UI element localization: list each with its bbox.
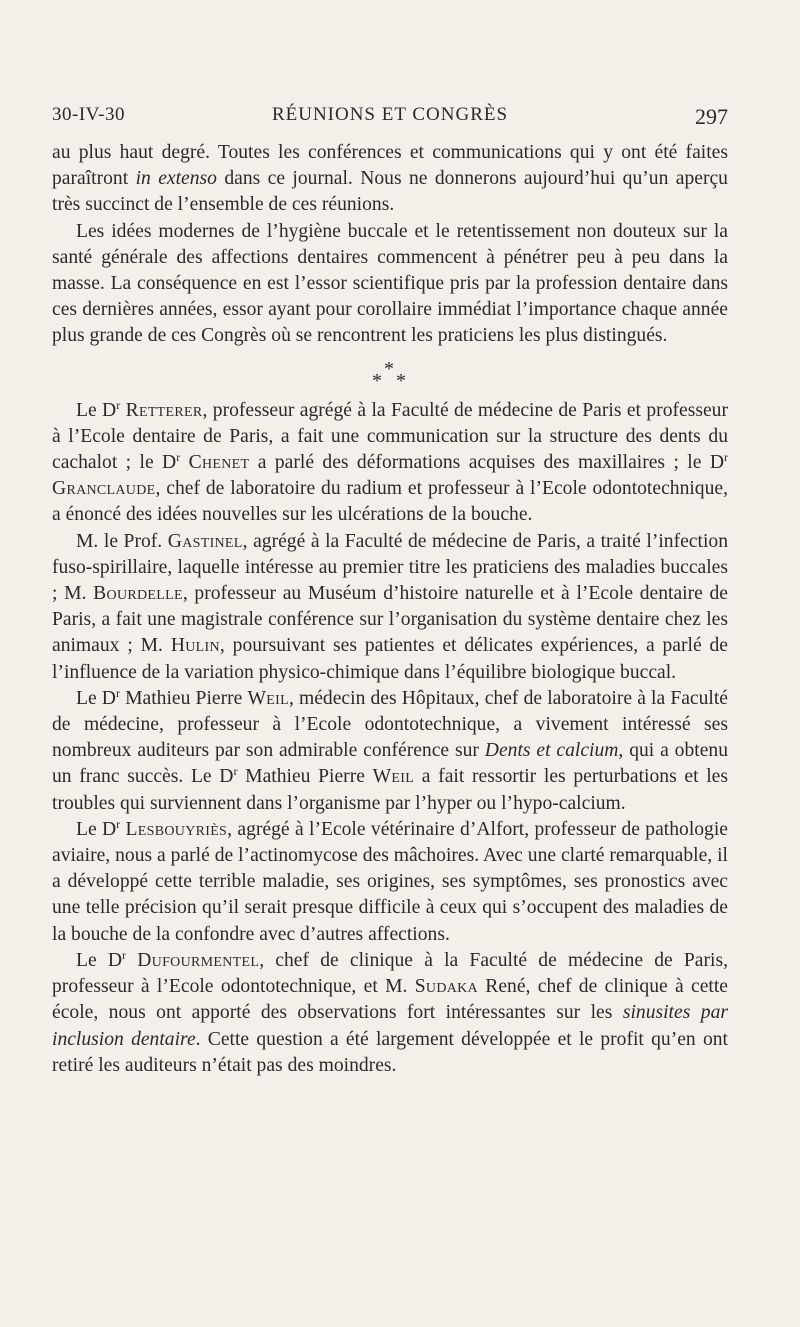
text-run: Le D <box>76 949 123 971</box>
running-header <box>52 104 728 134</box>
text-run: au plus haut degré. Toutes les conférences et communications qui y ont été faites paraîtront <box>52 142 728 190</box>
text-run: M. le Prof. <box>76 530 168 552</box>
person-name: Hulin <box>170 635 220 657</box>
superscript: r <box>724 450 728 465</box>
text-run: Le D <box>76 818 117 840</box>
text-run: , médecin des Hôpitaux, chef de laboratoire à la Faculté de médecine, professeur à l’Ecole odontotechnique, a vivement intéressé ses nombreux auditeurs par son admirable conférence sur <box>52 687 729 762</box>
italic-text: Dents et calcium <box>484 740 619 762</box>
paragraph-lesbouyries <box>52 817 728 948</box>
text-run: . Cette question a été largement développée et le profit qu’en ont retiré les auditeurs n’était pas des moindres. <box>52 1028 728 1076</box>
person-name: Weil <box>372 766 415 788</box>
italic-text: in extenso <box>135 168 217 190</box>
asterisk: * <box>384 357 394 380</box>
text-run: a parlé des déformations acquises des maxillaires ; le D <box>249 452 724 474</box>
text-run: a fait ressortir les perturbations et les troubles qui surviennent dans l’organisme par l’hyper ou l’hypo-calcium. <box>52 766 729 814</box>
text-run: Mathieu Pierre <box>119 687 248 709</box>
paragraph-hygiene: Les idées modernes de l’hygiène buccale et le retentissement non douteux sur la santé générale des affections dentaires commencent à pénétrer peu à peu dans la masse. La conséquence en est l’essor scientifique pris par la profession dentaire dans ces dernières années, essor ayant pour corollaire immédiat l’importance chaque année plus grande de ces Congrès où se rencontrent les praticiens les plus distingués. <box>52 220 728 347</box>
text-run: , chef de laboratoire du radium et professeur à l’Ecole odontotechnique, a énoncé des idées nouvelles sur les ulcérations de la bouche. <box>52 478 728 526</box>
paragraph-weil <box>52 686 728 817</box>
text-run: , professeur au Muséum d’histoire naturelle et à l’Ecole dentaire de Paris, a fait une magistrale conférence sur l’organisation du système dentaire chez les animaux ; M. <box>52 583 729 657</box>
person-name: Chenet <box>188 452 250 474</box>
superscript: r <box>176 450 181 465</box>
text-run: dans ce journal. Nous ne donnerons aujourd’hui qu’un aperçu très succinct de l’ensemble de ces réunions. <box>52 168 728 216</box>
superscript: r <box>233 764 238 779</box>
person-name: Lesbouyriès <box>125 818 228 840</box>
superscript: r <box>115 685 120 700</box>
paragraph-dufourmentel <box>52 948 728 1079</box>
person-name: Retterer <box>125 399 203 421</box>
text-run: , agrégé à l’Ecole vétérinaire d’Alfort, professeur de pathologie aviaire, nous a parlé de l’actinomycose des mâchoires. Avec une clarté remarquable, il a développé cette terrible maladie, ses origines, ses symptômes, ses pronostics avec une telle précision qu’il serait presque difficile à ceux qui s’occupent des maladies de la bouche de la confondre avec d’autres affections. <box>52 818 728 945</box>
text-run: , qui a obtenu un franc succès. Le D <box>52 740 728 788</box>
italic-text: sinusites par inclusion dentaire <box>52 1002 728 1050</box>
header-date: 30-IV-30 <box>52 104 125 125</box>
header-title: RÉUNIONS ET CONGRÈS <box>271 104 509 125</box>
person-name: Weil <box>247 687 289 709</box>
paragraph-retterer <box>52 398 728 529</box>
text-run: René, chef de clinique à cette école, nous ont apporté des observations fort intéressantes sur les <box>52 976 728 1024</box>
paragraph-continuation <box>52 140 728 219</box>
person-name: Gastinel <box>167 530 243 552</box>
asterism-separator <box>52 350 728 398</box>
text-run: , chef de clinique à la Faculté de médecine de Paris, professeur à l’Ecole odontotechnique, et M. <box>52 949 728 998</box>
page-number: 297 <box>695 104 728 129</box>
superscript: r <box>116 816 121 831</box>
superscript: r <box>122 947 127 962</box>
text-run: Le D <box>76 687 116 709</box>
asterisk: * <box>396 369 406 392</box>
superscript: r <box>116 397 121 412</box>
text-run: , poursuivant ses patientes et délicates expériences, a parlé de l’influence de la variation physico-chimique dans l’équilibre biologique buccal. <box>52 635 729 683</box>
text-run: Mathieu Pierre <box>237 766 373 788</box>
text-run: , agrégé à la Faculté de médecine de Paris, a traité l’infection fuso-spirillaire, laquelle intéresse au premier titre les praticiens des maladies buccales ; M. <box>52 530 728 605</box>
page-body <box>52 140 728 1079</box>
person-name: Sudaka <box>414 976 478 998</box>
person-name: Dufourmentel <box>137 949 260 971</box>
person-name: Bourdelle <box>93 583 183 605</box>
text-run: Le D <box>76 399 117 421</box>
paragraph-gastinel <box>52 529 728 686</box>
asterisk: * <box>372 369 382 392</box>
person-name: Granclaude <box>52 478 156 500</box>
text-run: , professeur agrégé à la Faculté de médecine de Paris et professeur à l’Ecole dentaire de Paris, a fait une communication sur la structure des dents du cachalot ; le D <box>52 399 728 474</box>
